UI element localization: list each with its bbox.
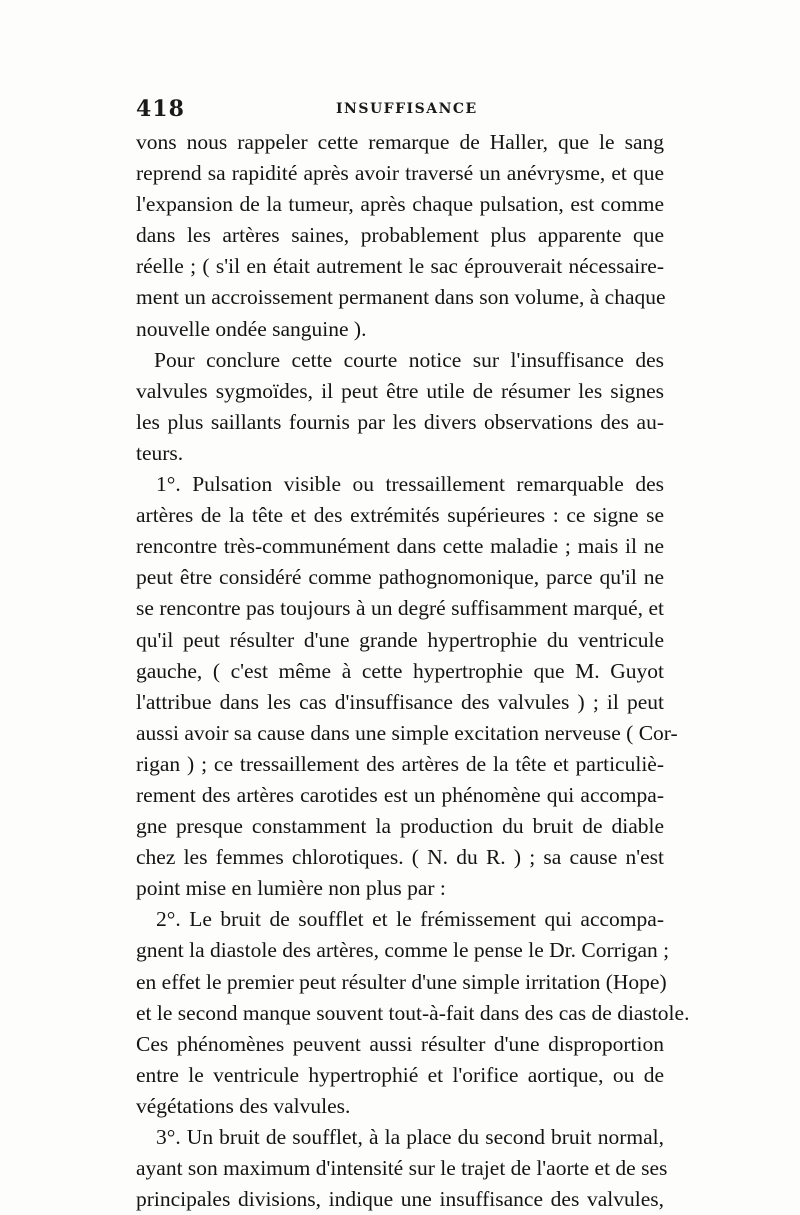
text-line: rencontre très-communément dans cette maladie ; mais il ne (136, 534, 664, 559)
text-line: principales divisions, indique une insuffisance des valvules, (136, 1187, 664, 1212)
text-line: chez les femmes chlorotiques. ( N. du R. ) ; sa cause n'est (136, 845, 664, 870)
text-line: qu'il peut résulter d'une grande hypertrophie du ventricule (136, 627, 664, 652)
text-line: vons nous rappeler cette remarque de Haller, que le sang (136, 130, 664, 154)
text-line: rigan ) ; ce tressaillement des artères de la tête et particuliè- (136, 751, 664, 776)
paragraph-start-line: 3°. Un bruit de soufflet, à la place du second bruit normal, (156, 1125, 664, 1149)
page-number: 418 (136, 96, 185, 122)
paragraph-start-line: 2°. Le bruit de soufflet et le frémissement qui accompa- (156, 907, 664, 932)
text-line: artères de la tête et des extrémités supérieures : ce signe se (136, 503, 664, 528)
text-line: dans les artères saines, probablement plus apparente que (136, 223, 664, 248)
text-line: point mise en lumière non plus par : (136, 876, 446, 901)
text-line: valvules sygmoïdes, il peut être utile de résumer les signes (136, 378, 664, 403)
text-line: peut être considéré comme pathognomonique, parce qu'il ne (136, 565, 664, 590)
running-head: INSUFFISANCE (336, 101, 478, 117)
text-line: teurs. (136, 440, 184, 465)
paragraph-start-line: 1°. Pulsation visible ou tressaillement remarquable des (156, 472, 664, 497)
text-line: ayant son maximum d'intensité sur le trajet de l'aorte et de ses (136, 1156, 668, 1181)
text-line: Ces phénomènes peuvent aussi résulter d'une disproportion (136, 1031, 664, 1056)
text-line: végétations des valvules. (136, 1093, 351, 1118)
text-line: réelle ; ( s'il en était autrement le sac éprouverait nécessaire- (136, 254, 664, 279)
text-line: les plus saillants fournis par les divers observations des au- (136, 409, 664, 434)
text-line: l'attribue dans les cas d'insuffisance des valvules ) ; il peut (136, 689, 664, 714)
text-line: aussi avoir sa cause dans une simple excitation nerveuse ( Cor- (136, 720, 678, 745)
text-line: gauche, ( c'est même à cette hypertrophie que M. Guyot (136, 658, 664, 683)
body-text (136, 127, 690, 1215)
text-line: gnent la diastole des artères, comme le pense le Dr. Corrigan ; (136, 938, 670, 963)
text-line: et le second manque souvent tout-à-fait dans des cas de diastole. (136, 1000, 690, 1025)
text-line: ment un accroissement permanent dans son volume, à chaque (136, 285, 666, 310)
text-line: en effet le premier peut résulter d'une simple irritation (Hope) (136, 969, 667, 994)
text-line: rement des artères carotides est un phénomène qui accompa- (136, 782, 664, 807)
text-line: se rencontre pas toujours à un degré suffisamment marqué, et (136, 596, 664, 621)
text-line: nouvelle ondée sanguine ). (136, 316, 367, 341)
page-header (136, 96, 664, 126)
text-line: gne presque constamment la production du bruit de diable (136, 814, 664, 839)
text-line: reprend sa rapidité après avoir traversé un anévrysme, et que (136, 161, 664, 186)
paragraph-start-line: Pour conclure cette courte notice sur l'insuffisance des (154, 347, 664, 372)
text-line: l'expansion de la tumeur, après chaque pulsation, est comme (136, 192, 664, 217)
text-line: entre le ventricule hypertrophié et l'orifice aortique, ou de (136, 1062, 664, 1087)
